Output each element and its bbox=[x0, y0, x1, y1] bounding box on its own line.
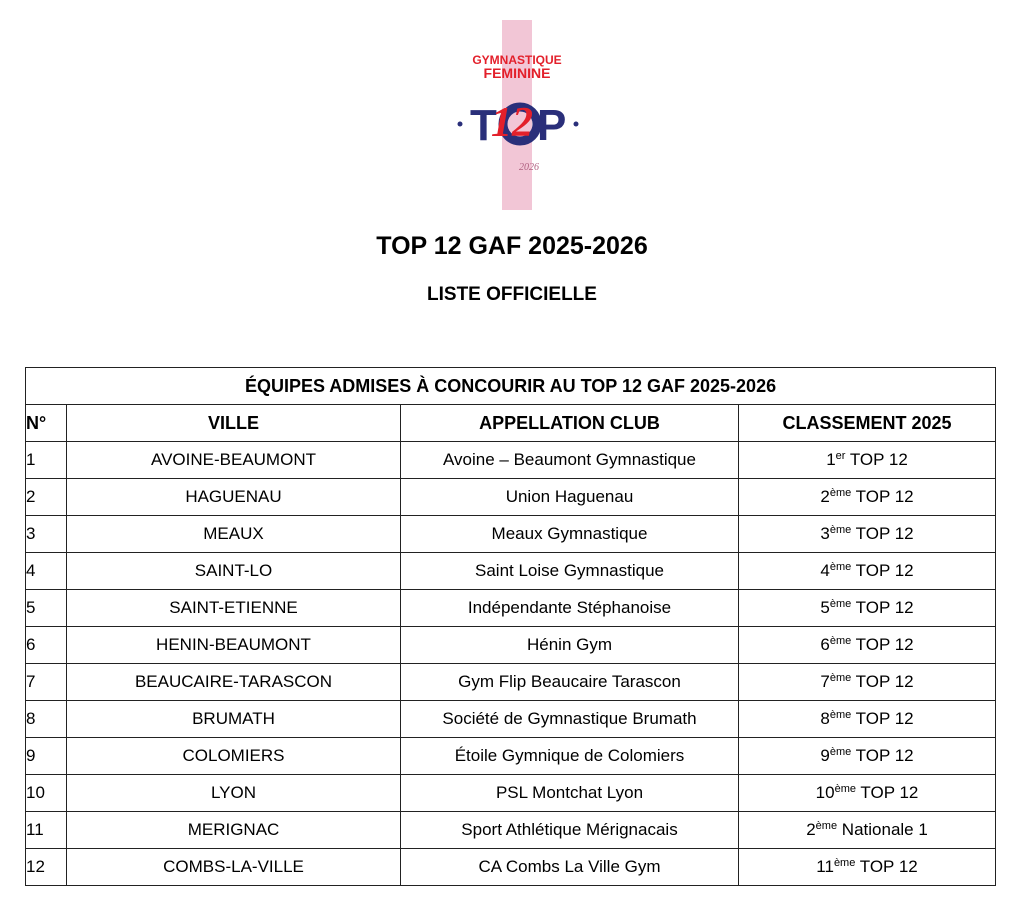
table-row bbox=[26, 775, 996, 812]
cell-rank bbox=[739, 738, 996, 775]
cell-rank bbox=[739, 627, 996, 664]
rank-suffix: ème bbox=[829, 598, 852, 610]
cell-rank bbox=[739, 442, 996, 479]
rank-number: 2 bbox=[820, 487, 830, 506]
cell-club: Meaux Gymnastique bbox=[401, 516, 739, 553]
rank-label: TOP 12 bbox=[851, 598, 914, 617]
rank-number: 6 bbox=[820, 635, 830, 654]
rank-label: TOP 12 bbox=[855, 783, 919, 802]
table-row bbox=[26, 479, 996, 516]
cell-club: Indépendante Stéphanoise bbox=[401, 590, 739, 627]
logo-dot-right bbox=[574, 122, 579, 127]
table-header-row bbox=[26, 405, 996, 442]
rank-number: 2 bbox=[806, 820, 816, 839]
rank-number: 5 bbox=[820, 598, 830, 617]
table-row bbox=[26, 627, 996, 664]
rank-suffix: ème bbox=[829, 635, 852, 647]
table-banner: ÉQUIPES ADMISES À CONCOURIR AU TOP 12 GAF 2025-2026 bbox=[26, 368, 996, 405]
rank-number: 8 bbox=[820, 709, 830, 728]
cell-num: 8 bbox=[26, 701, 67, 738]
cell-club: CA Combs La Ville Gym bbox=[401, 849, 739, 886]
logo-numeral: 12 bbox=[491, 100, 533, 146]
cell-num: 10 bbox=[26, 775, 67, 812]
cell-club: Sport Athlétique Mérignacais bbox=[401, 812, 739, 849]
cell-rank bbox=[739, 812, 996, 849]
cell-club: Gym Flip Beaucaire Tarascon bbox=[401, 664, 739, 701]
cell-ville: SAINT-LO bbox=[67, 553, 401, 590]
rank-suffix: er bbox=[835, 450, 846, 462]
table-row bbox=[26, 553, 996, 590]
table-banner-row bbox=[26, 368, 996, 405]
col-header-rank: CLASSEMENT 2025 bbox=[739, 405, 996, 442]
rank-label: TOP 12 bbox=[851, 709, 914, 728]
cell-rank bbox=[739, 701, 996, 738]
cell-ville: BEAUCAIRE-TARASCON bbox=[67, 664, 401, 701]
rank-suffix: ème bbox=[815, 820, 838, 832]
rank-number: 10 bbox=[815, 783, 835, 802]
page-subtitle: LISTE OFFICIELLE bbox=[427, 284, 597, 305]
table-body bbox=[26, 442, 996, 886]
table-row bbox=[26, 738, 996, 775]
logo-year: 2026 bbox=[519, 162, 539, 173]
table-row bbox=[26, 516, 996, 553]
rank-number: 9 bbox=[820, 746, 830, 765]
cell-rank bbox=[739, 516, 996, 553]
cell-ville: MERIGNAC bbox=[67, 812, 401, 849]
cell-rank bbox=[739, 590, 996, 627]
rank-label: TOP 12 bbox=[851, 524, 914, 543]
cell-ville: COLOMIERS bbox=[67, 738, 401, 775]
cell-rank bbox=[739, 849, 996, 886]
cell-ville: HAGUENAU bbox=[67, 479, 401, 516]
rank-number: 1 bbox=[826, 450, 836, 469]
logo-letter-t: T bbox=[470, 101, 497, 150]
cell-ville: LYON bbox=[67, 775, 401, 812]
rank-number: 11 bbox=[816, 857, 834, 876]
cell-rank bbox=[739, 553, 996, 590]
rank-number: 3 bbox=[820, 524, 830, 543]
rank-label: TOP 12 bbox=[851, 746, 914, 765]
logo-dot-left bbox=[458, 122, 463, 127]
cell-num: 4 bbox=[26, 553, 67, 590]
logo-letter-p: P bbox=[537, 101, 567, 150]
rank-suffix: ème bbox=[829, 487, 852, 499]
table-row bbox=[26, 664, 996, 701]
cell-club: Étoile Gymnique de Colomiers bbox=[401, 738, 739, 775]
cell-num: 5 bbox=[26, 590, 67, 627]
col-header-club: APPELLATION CLUB bbox=[401, 405, 739, 442]
col-header-ville: VILLE bbox=[67, 405, 401, 442]
rank-label: TOP 12 bbox=[851, 487, 914, 506]
cell-club: PSL Montchat Lyon bbox=[401, 775, 739, 812]
top12-logo-graphic bbox=[440, 18, 590, 213]
cell-ville: SAINT-ETIENNE bbox=[67, 590, 401, 627]
rank-label: TOP 12 bbox=[851, 672, 914, 691]
table-row bbox=[26, 849, 996, 886]
cell-rank bbox=[739, 479, 996, 516]
cell-ville: HENIN-BEAUMONT bbox=[67, 627, 401, 664]
cell-club: Hénin Gym bbox=[401, 627, 739, 664]
cell-club: Société de Gymnastique Brumath bbox=[401, 701, 739, 738]
cell-num: 11 bbox=[26, 812, 67, 849]
cell-rank bbox=[739, 664, 996, 701]
rank-label: TOP 12 bbox=[845, 450, 908, 469]
cell-num: 9 bbox=[26, 738, 67, 775]
top12-logo bbox=[440, 18, 590, 213]
rank-suffix: ème bbox=[834, 783, 856, 795]
cell-ville: BRUMATH bbox=[67, 701, 401, 738]
rank-number: 4 bbox=[820, 561, 830, 580]
table-row bbox=[26, 590, 996, 627]
logo-line2: FEMININE bbox=[483, 65, 551, 81]
cell-num: 2 bbox=[26, 479, 67, 516]
cell-ville: MEAUX bbox=[67, 516, 401, 553]
cell-num: 3 bbox=[26, 516, 67, 553]
cell-num: 7 bbox=[26, 664, 67, 701]
page-title: TOP 12 GAF 2025-2026 bbox=[376, 232, 648, 260]
table-row bbox=[26, 701, 996, 738]
rank-suffix: ème bbox=[829, 746, 852, 758]
cell-club: Saint Loise Gymnastique bbox=[401, 553, 739, 590]
rank-suffix: ème bbox=[829, 561, 852, 573]
rank-suffix: ème bbox=[829, 709, 852, 721]
cell-rank bbox=[739, 775, 996, 812]
cell-num: 12 bbox=[26, 849, 67, 886]
logo-line1: GYMNASTIQUE bbox=[472, 53, 562, 67]
col-header-num: N° bbox=[26, 405, 67, 442]
rank-label: TOP 12 bbox=[851, 635, 914, 654]
rank-label: TOP 12 bbox=[855, 857, 918, 876]
cell-club: Union Haguenau bbox=[401, 479, 739, 516]
cell-num: 1 bbox=[26, 442, 67, 479]
table-row bbox=[26, 442, 996, 479]
cell-num: 6 bbox=[26, 627, 67, 664]
rank-suffix: ème bbox=[829, 672, 852, 684]
rank-number: 7 bbox=[820, 672, 830, 691]
table-row bbox=[26, 812, 996, 849]
rank-label: Nationale 1 bbox=[837, 820, 928, 839]
cell-ville: AVOINE-BEAUMONT bbox=[67, 442, 401, 479]
rank-suffix: ème bbox=[829, 524, 852, 536]
rank-label: TOP 12 bbox=[851, 561, 914, 580]
rank-suffix: ème bbox=[833, 857, 856, 869]
cell-club: Avoine – Beaumont Gymnastique bbox=[401, 442, 739, 479]
teams-table bbox=[25, 367, 996, 886]
cell-ville: COMBS-LA-VILLE bbox=[67, 849, 401, 886]
